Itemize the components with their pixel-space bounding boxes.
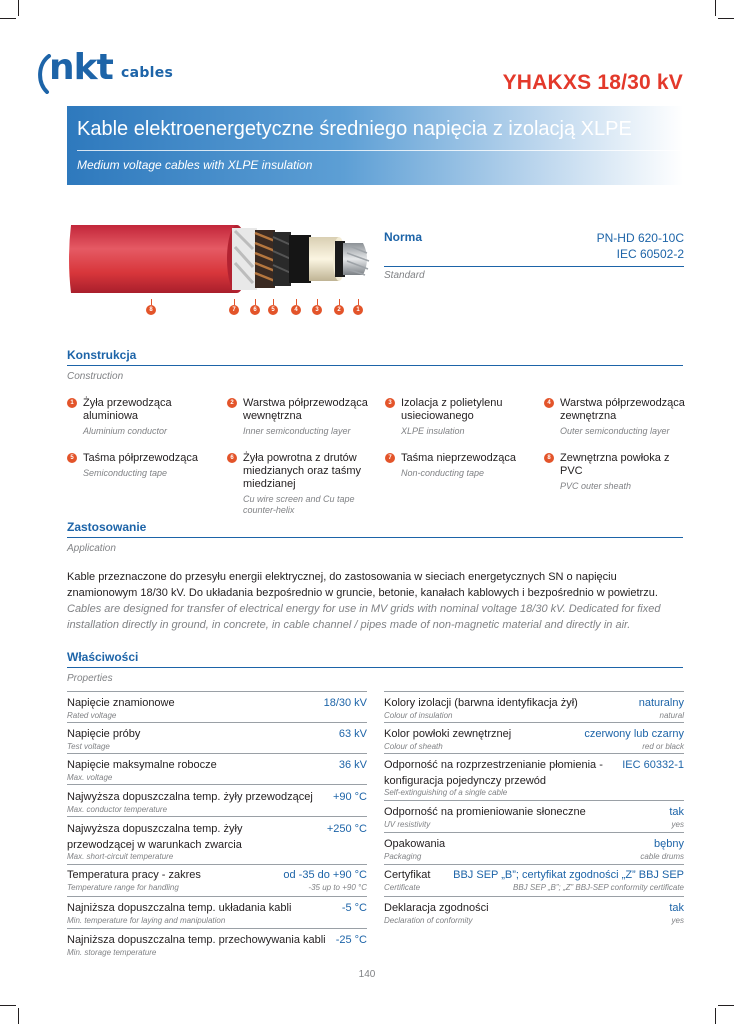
component-item: [227, 452, 377, 516]
property-name-en: Max. voltage: [67, 773, 113, 782]
property-row: [384, 832, 684, 864]
property-name: Odporność na promieniowanie słoneczne: [384, 806, 586, 818]
property-name-en: Max. conductor temperature: [67, 805, 168, 814]
banner-subtitle: Medium voltage cables with XLPE insulation: [77, 158, 313, 172]
banner-title: Kable elektroenergetyczne średniego napięcia z izolacją XLPE: [77, 118, 632, 140]
property-value: 36 kV: [338, 759, 367, 771]
crop-mark-top-right-h: [718, 18, 734, 19]
property-name-en: Declaration of conformity: [384, 916, 473, 925]
property-row: [67, 784, 367, 816]
application-section: [67, 520, 683, 554]
property-value-en: natural: [659, 711, 684, 720]
property-name: Najwyższa dopuszczalna temp. żyły przewodzącej: [67, 791, 313, 803]
component-name: Taśma nieprzewodząca: [401, 452, 516, 464]
property-value-en: BBJ SEP „B”; „Z” BBJ-SEP conformity certificate: [513, 883, 684, 892]
crop-mark-bottom-left-h: [0, 1005, 16, 1006]
property-name-en: Max. short-circuit temperature: [67, 852, 174, 861]
component-item: [385, 397, 535, 437]
property-value: -5 °C: [341, 902, 367, 914]
crop-mark-top-left-v: [18, 0, 19, 16]
property-row: [67, 896, 367, 928]
property-name-en: Certificate: [384, 883, 421, 892]
norm-label-en: Standard: [384, 270, 425, 281]
component-item: [227, 397, 377, 437]
property-row: [67, 753, 367, 784]
callout-5: 5: [268, 305, 278, 315]
construction-title: Konstrukcja: [67, 348, 137, 362]
component-number: 5: [67, 453, 77, 463]
callout-4: 4: [291, 305, 301, 315]
component-name: Zewnętrzna powłoka z PVC: [560, 452, 670, 477]
component-name: Żyła przewodząca aluminiowa: [83, 397, 172, 422]
property-row: [67, 722, 367, 753]
property-value: tak: [669, 806, 684, 818]
property-value-en: yes: [671, 916, 684, 925]
application-text-en: Cables are designed for transfer of electrical energy for use in MV grids with nominal voltage 18/30 kV. Dedicated for fixed installation directly in ground, in concrete, in cable channel / pipes made of non-magnetic material and directly in air.: [67, 603, 661, 631]
property-row: [384, 896, 684, 928]
component-name: Żyła powrotna z drutów miedzianych oraz taśmy miedzianej: [243, 452, 361, 490]
application-title-en: Application: [67, 543, 116, 554]
property-value-en: red or black: [642, 742, 684, 751]
cable-cross-section-image: [67, 219, 372, 299]
norm-label: Norma: [384, 230, 423, 244]
crop-mark-top-right-v: [715, 0, 716, 16]
logo-nkt: nkt: [49, 47, 113, 88]
construction-title-en: Construction: [67, 371, 124, 382]
crop-mark-bottom-right-h: [718, 1005, 734, 1006]
application-text: [67, 569, 683, 633]
property-row: [384, 800, 684, 832]
property-name-en: Min. storage temperature: [67, 948, 157, 957]
property-name: Najwyższa dopuszczalna temp. żyły przewodzącej w warunkach zwarcia: [67, 823, 243, 851]
callout-2: 2: [334, 305, 344, 315]
component-name: Warstwa półprzewodząca zewnętrzna: [560, 397, 685, 422]
property-row: [384, 864, 684, 896]
norm-value: PN-HD 620-10C: [596, 231, 684, 245]
property-name: Temperatura pracy - zakres: [67, 869, 201, 881]
component-name-en: Inner semiconducting layer: [243, 426, 351, 436]
cable-callouts: [67, 299, 372, 321]
norm-values: [597, 230, 684, 262]
property-row: [67, 816, 367, 864]
crop-mark-bottom-left-v: [18, 1008, 19, 1024]
component-item: [67, 452, 217, 479]
logo-cables: cables: [121, 65, 174, 81]
property-name: Deklaracja zgodności: [384, 902, 489, 914]
component-name-en: Aluminium conductor: [83, 426, 168, 436]
property-name: Kolor powłoki zewnętrznej: [384, 728, 512, 740]
component-number: 3: [385, 398, 395, 408]
norm-divider: [384, 266, 684, 267]
properties-title: Właściwości: [67, 650, 139, 664]
crop-mark-top-left-h: [0, 18, 16, 19]
property-name: Opakowania: [384, 838, 446, 850]
property-name: Kolory izolacji (barwna identyfikacja żył): [384, 697, 578, 709]
property-value: BBJ SEP „B”; certyfikat zgodności „Z” BBJ SEP: [453, 869, 684, 881]
component-name-en: Semiconducting tape: [83, 468, 168, 478]
property-name-en: Min. temperature for laying and manipulation: [67, 916, 226, 925]
property-row: [67, 691, 367, 722]
property-name: Napięcie próby: [67, 728, 141, 740]
property-value: 63 kV: [338, 728, 367, 740]
application-text-pl: Kable przeznaczone do przesyłu energii elektrycznej, do zastosowania w sieciach energetycznych SN o napięciu znamionowym 18/30 kV. Do układania bezpośrednio w gruncie, betonie, kanałach kablowych i bezpośrednio w powietrzu.: [67, 571, 658, 599]
component-name-en: PVC outer sheath: [560, 481, 632, 491]
component-number: 8: [544, 453, 554, 463]
property-value: +250 °C: [326, 823, 367, 835]
property-name-en: Packaging: [384, 852, 422, 861]
nkt-cables-logo: [37, 47, 177, 95]
property-row: [384, 722, 684, 753]
callout-3: 3: [312, 305, 322, 315]
property-name-en: Self-extinguishing of a single cable: [384, 788, 508, 797]
component-number: 6: [227, 453, 237, 463]
product-title: YHAKXS 18/30 kV: [502, 71, 683, 94]
property-name-en: Test voltage: [67, 742, 110, 751]
construction-divider: [67, 365, 683, 366]
property-name-en: UV resistivity: [384, 820, 431, 829]
property-name: Napięcie znamionowe: [67, 697, 175, 709]
crop-mark-bottom-right-v: [715, 1008, 716, 1024]
property-value: tak: [669, 902, 684, 914]
component-name-en: XLPE insulation: [401, 426, 465, 436]
property-name: Certyfikat: [384, 869, 431, 881]
component-number: 2: [227, 398, 237, 408]
property-value: 18/30 kV: [323, 697, 367, 709]
property-row: [384, 753, 684, 800]
component-name-en: Cu wire screen and Cu tape counter-helix: [243, 494, 355, 515]
property-value: czerwony lub czarny: [584, 728, 684, 740]
callout-7: 7: [229, 305, 239, 315]
property-name-en: Temperature range for handling: [67, 883, 179, 892]
callout-6: 6: [250, 305, 260, 315]
property-row: [67, 928, 367, 960]
property-value-en: -35 up to +90 °C: [308, 883, 367, 892]
component-name: Warstwa półprzewodząca wewnętrzna: [243, 397, 368, 422]
component-name: Taśma półprzewodząca: [83, 452, 198, 464]
component-number: 1: [67, 398, 77, 408]
property-row: [384, 691, 684, 722]
component-item: [544, 397, 694, 437]
property-name-en: Colour of sheath: [384, 742, 443, 751]
property-value: -25 °C: [335, 934, 367, 946]
norm-value: IEC 60502-2: [616, 247, 684, 261]
properties-divider: [67, 667, 683, 668]
property-value: naturalny: [638, 697, 684, 709]
property-name-en: Rated voltage: [67, 711, 117, 720]
property-value: bębny: [654, 838, 684, 850]
component-item: [385, 452, 535, 479]
property-value: IEC 60332-1: [622, 759, 684, 771]
component-item: [544, 452, 694, 492]
property-name-en: Colour of insulation: [384, 711, 453, 720]
component-item: [67, 397, 217, 437]
property-name: Odporność na rozprzestrzenianie płomienia - konfiguracja pojedynczy przewód: [384, 759, 603, 787]
component-name: Izolacja z polietylenu usieciowanego: [401, 397, 503, 422]
property-name: Napięcie maksymalne robocze: [67, 759, 217, 771]
property-name: Najniższa dopuszczalna temp. układania kabli: [67, 902, 292, 914]
title-banner: [67, 106, 683, 185]
property-row: [67, 864, 367, 896]
property-name: Najniższa dopuszczalna temp. przechowywania kabli: [67, 934, 326, 946]
page-number: 140: [358, 969, 376, 980]
application-title: Zastosowanie: [67, 520, 147, 534]
component-name-en: Outer semiconducting layer: [560, 426, 670, 436]
component-number: 4: [544, 398, 554, 408]
property-value-en: yes: [671, 820, 684, 829]
callout-1: 1: [353, 305, 363, 315]
property-value: +90 °C: [332, 791, 367, 803]
construction-section: [67, 348, 683, 382]
banner-divider: [77, 150, 683, 151]
component-number: 7: [385, 453, 395, 463]
component-name-en: Non-conducting tape: [401, 468, 485, 478]
properties-section: [67, 650, 683, 684]
application-divider: [67, 537, 683, 538]
callout-8: 8: [146, 305, 156, 315]
property-value: od -35 do +90 °C: [283, 869, 367, 881]
properties-title-en: Properties: [67, 673, 113, 684]
property-value-en: cable drums: [640, 852, 684, 861]
